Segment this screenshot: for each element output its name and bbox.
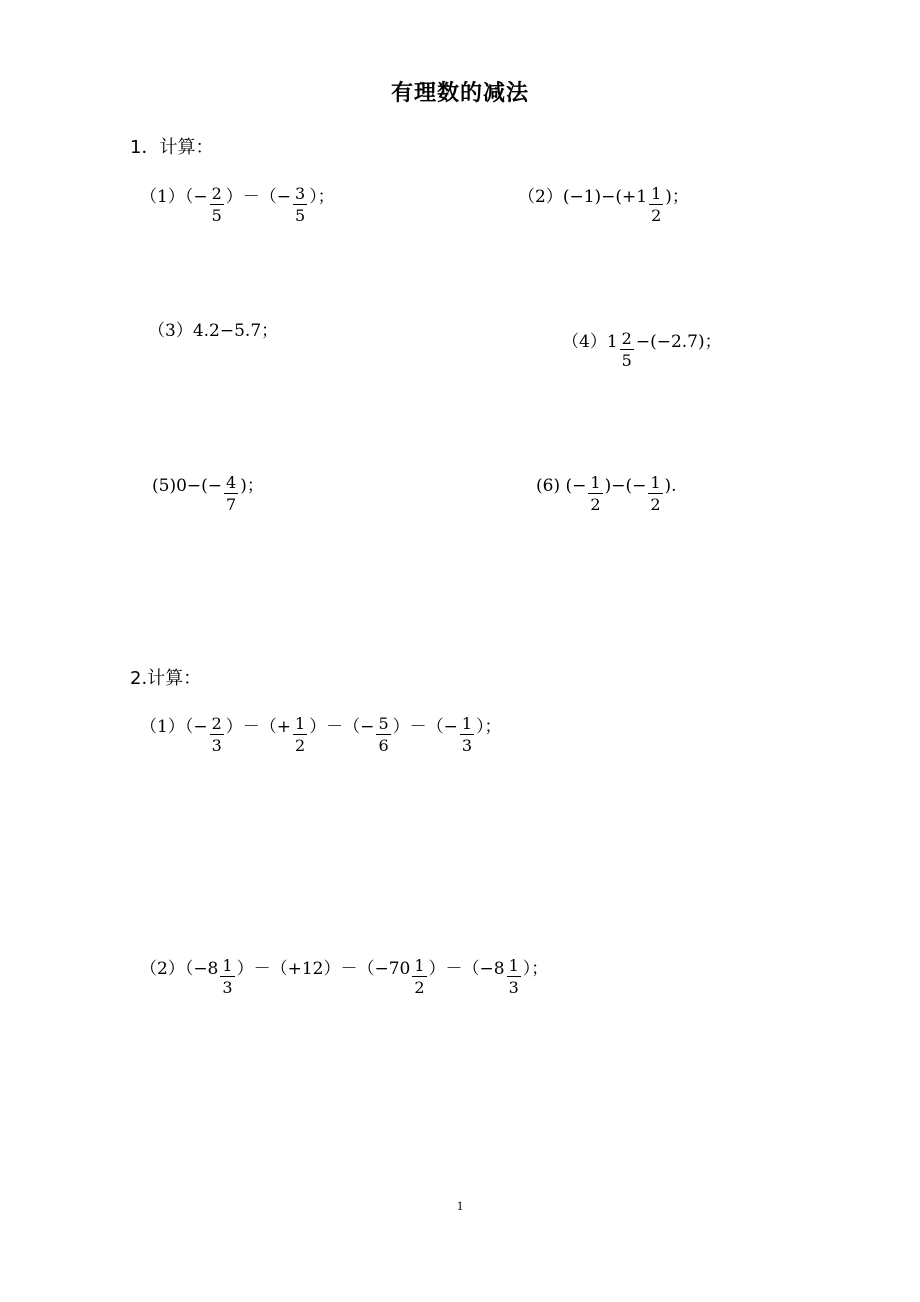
section-1-heading: 1．计算： — [130, 137, 214, 158]
section-2-heading: 2.计算： — [130, 668, 202, 689]
numerator: 1 — [651, 184, 662, 203]
fraction — [220, 958, 234, 996]
denominator: 5 — [295, 206, 306, 225]
problem-text: ）－（− — [225, 186, 291, 207]
problem-text: )−(− — [604, 475, 647, 496]
problem-text: ）－（+ — [225, 716, 291, 737]
denominator: 7 — [226, 495, 237, 514]
fraction — [507, 958, 521, 996]
denominator: 5 — [211, 206, 222, 225]
numerator: 1 — [414, 956, 425, 975]
numerator: 1 — [222, 956, 233, 975]
problem-text: ）； — [522, 958, 549, 979]
fraction — [648, 475, 662, 513]
denominator: 2 — [590, 495, 601, 514]
fraction — [293, 186, 307, 224]
numerator: 2 — [211, 714, 222, 733]
problem-text: )； — [665, 186, 689, 207]
fraction — [460, 716, 474, 754]
fraction — [376, 716, 390, 754]
problem-1-6 — [536, 467, 677, 514]
fraction — [293, 716, 307, 754]
problem-text: ）－（+12）－（−70 — [236, 958, 411, 979]
denominator: 3 — [508, 978, 519, 997]
numerator: 5 — [378, 714, 389, 733]
denominator: 6 — [378, 736, 389, 755]
denominator: 2 — [414, 978, 425, 997]
problem-2-1 — [140, 708, 502, 755]
problem-text: （2）（−8 — [140, 958, 219, 979]
problem-text: ）－（−8 — [428, 958, 505, 979]
numerator: 2 — [211, 184, 222, 203]
fraction — [588, 475, 602, 513]
page-number: 1 — [456, 1198, 464, 1213]
fraction — [210, 186, 224, 224]
problem-1-5 — [152, 467, 264, 514]
problem-text: (5)0−(− — [152, 475, 223, 496]
problem-1-2 — [518, 178, 689, 225]
problem-text: （1）（− — [140, 186, 208, 207]
denominator: 2 — [295, 736, 306, 755]
problem-1-3 — [148, 323, 278, 340]
numerator: 2 — [621, 329, 632, 348]
fraction — [649, 186, 663, 224]
problem-text: )； — [240, 475, 264, 496]
numerator: 1 — [461, 714, 473, 733]
problem-2-2 — [140, 950, 549, 997]
problem-text: ）－（− — [309, 716, 375, 737]
fraction — [620, 331, 634, 369]
problem-text: ）－（− — [392, 716, 458, 737]
denominator: 2 — [650, 495, 661, 514]
problem-text: (6) (− — [536, 475, 587, 496]
denominator: 5 — [621, 351, 632, 370]
problem-text: （2）(−1)−(+1 — [518, 186, 648, 207]
denominator: 3 — [211, 736, 222, 755]
problem-text: （4）1 — [562, 331, 618, 352]
fraction — [210, 716, 224, 754]
problem-1-4 — [562, 323, 722, 370]
page-title: 有理数的减法 — [390, 81, 529, 106]
numerator: 1 — [508, 956, 519, 975]
numerator: 4 — [226, 473, 237, 492]
numerator: 1 — [590, 473, 601, 492]
fraction — [224, 475, 238, 513]
denominator: 3 — [222, 978, 233, 997]
denominator: 3 — [461, 736, 473, 755]
problem-1-1 — [140, 178, 335, 225]
problem-text: ). — [664, 475, 677, 496]
numerator: 3 — [295, 184, 306, 203]
fraction — [412, 958, 426, 996]
problem-text: ）； — [476, 716, 502, 737]
problem-text: （3）4.2−5.7； — [148, 321, 279, 341]
numerator: 1 — [295, 714, 306, 733]
numerator: 1 — [650, 473, 661, 492]
problem-text: ）； — [309, 186, 335, 207]
problem-text: −(−2.7)； — [635, 331, 722, 352]
problem-text: （1）（− — [140, 716, 208, 737]
denominator: 2 — [651, 206, 662, 225]
